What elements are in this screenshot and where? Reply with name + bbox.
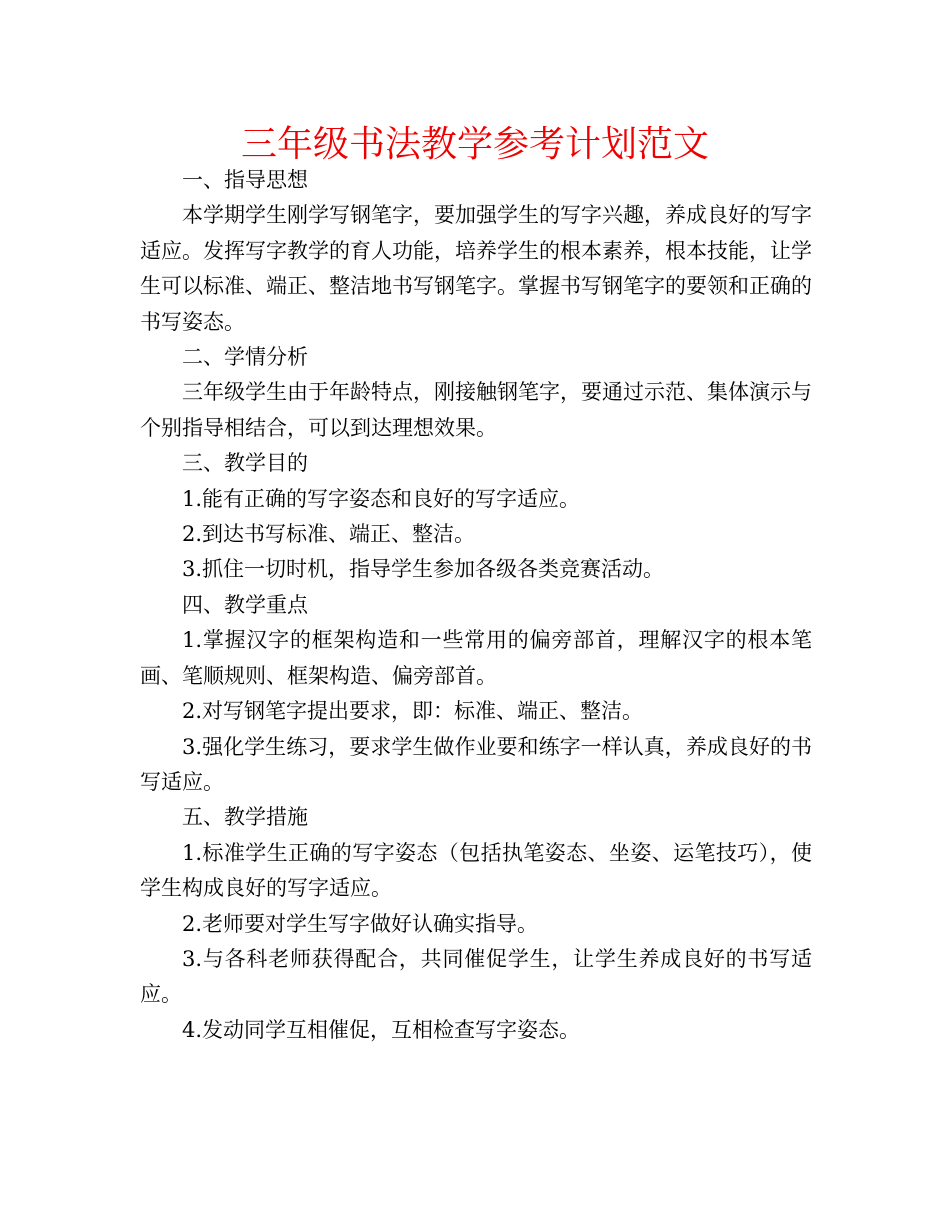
- list-item-goal-1: 1.能有正确的写字姿态和良好的写字适应。: [182, 486, 581, 511]
- heading-student-analysis: 二、学情分析: [182, 345, 308, 370]
- document-body: [140, 163, 812, 1048]
- list-item-measure-4: 4.发动同学互相催促，互相检查写字姿态。: [182, 1017, 581, 1042]
- heading-teaching-focus: 四、教学重点: [182, 592, 308, 617]
- list-item-measure-1: 1.标准学生正确的写字姿态（包括执笔姿态、坐姿、运笔技巧），使学生构成良好的写字适应。: [140, 840, 812, 901]
- heading-teaching-measures: 五、教学措施: [182, 805, 308, 830]
- document-title: 三年级书法教学参考计划范文: [240, 124, 709, 165]
- list-item-focus-3: 3.强化学生练习，要求学生做作业要和练字一样认真，养成良好的书写适应。: [140, 734, 812, 794]
- paragraph-guiding-thought: 本学期学生刚学写钢笔字，要加强学生的写字兴趣，养成良好的写字适应。发挥写字教学的育人功能，培养学生的根本素养，根本技能，让学生可以标准、端正、整洁地书写钢笔字。掌握书写钢笔字的要领和正确的书写姿态。: [140, 203, 812, 334]
- paragraph-student-analysis: 三年级学生由于年龄特点，刚接触钢笔字，要通过示范、集体演示与个别指导相结合，可以到达理想效果。: [140, 380, 812, 440]
- list-item-goal-2: 2.到达书写标准、端正、整洁。: [182, 522, 476, 547]
- heading-guiding-thought: 一、指导思想: [182, 168, 308, 192]
- list-item-focus-2: 2.对写钢笔字提出要求，即：标准、端正、整洁。: [182, 699, 644, 724]
- list-item-goal-3: 3.抓住一切时机，指导学生参加各级各类竞赛活动。: [182, 557, 665, 582]
- list-item-measure-3: 3.与各科老师获得配合，共同催促学生，让学生养成良好的书写适应。: [140, 946, 812, 1007]
- list-item-measure-2: 2.老师要对学生写字做好认确实指导。: [182, 911, 539, 936]
- heading-teaching-goals: 三、教学目的: [182, 451, 308, 476]
- list-item-focus-1: 1.掌握汉字的框架构造和一些常用的偏旁部首，理解汉字的根本笔画、笔顺规则、框架构造、偏旁部首。: [140, 628, 812, 688]
